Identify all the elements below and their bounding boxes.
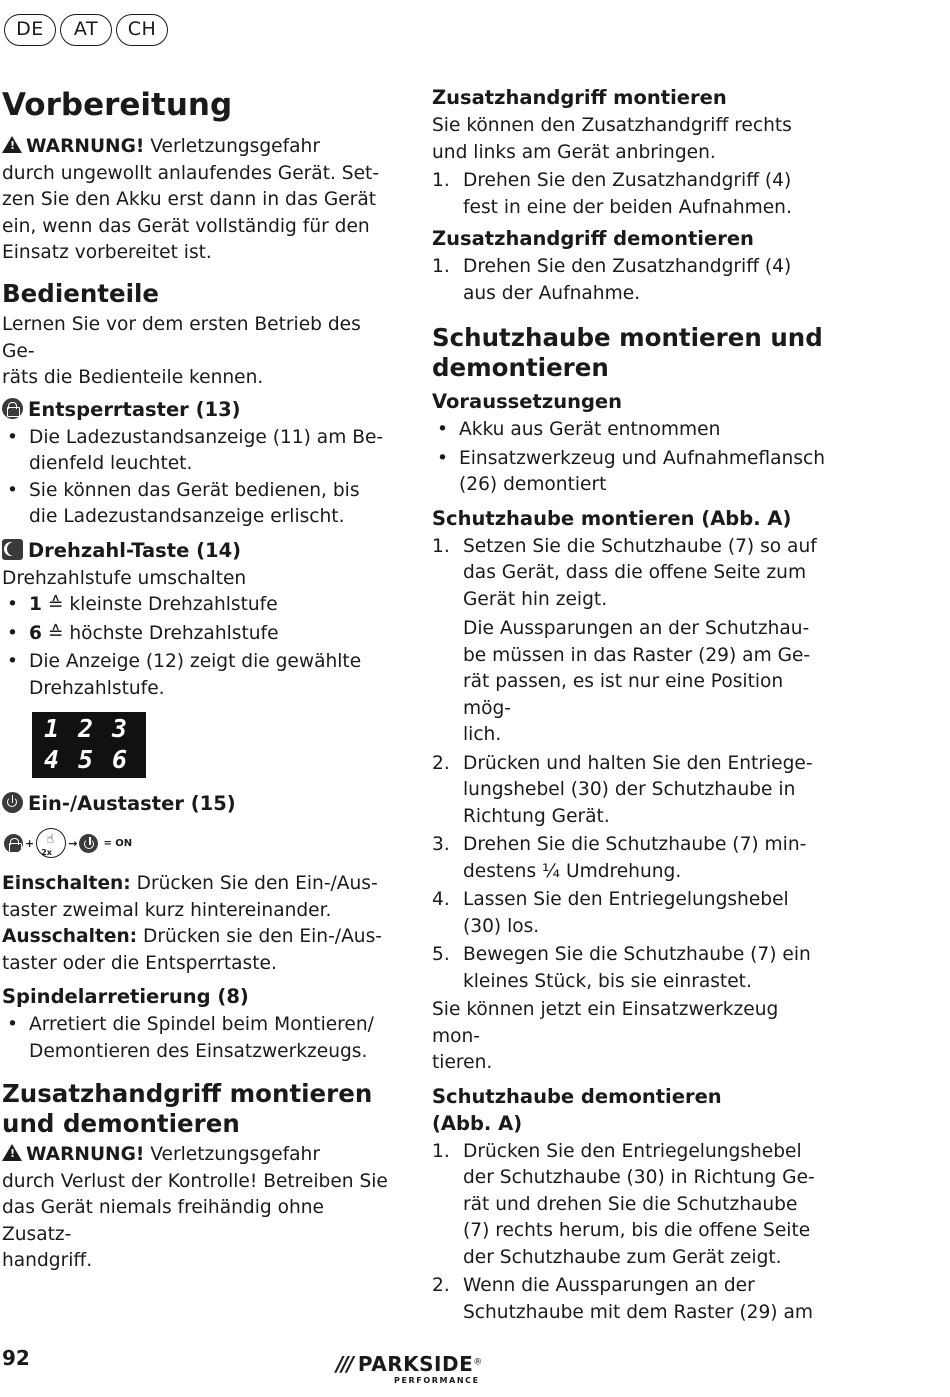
subheading-text: Entsperrtaster (13)	[28, 397, 241, 421]
power-icon	[2, 792, 23, 813]
country-tag-ch: CH	[116, 14, 168, 46]
warning-text-line: handgriff.	[2, 1250, 93, 1271]
list-item	[432, 832, 832, 885]
list-item	[2, 1012, 396, 1065]
list-item	[432, 942, 832, 995]
warning-text-line: durch ungewollt anlaufendes Gerät. Set-	[2, 162, 380, 184]
display-digit: 3	[112, 714, 128, 743]
text-line: lich.	[463, 724, 502, 745]
left-column	[2, 80, 396, 1275]
text-line: • Akku aus Gerät entnommen	[459, 419, 721, 440]
step-number: 3.	[432, 834, 450, 855]
country-tag-de: DE	[4, 14, 56, 46]
text-line: Demontieren des Einsatzwerkzeugs.	[29, 1040, 368, 1062]
arrow-right-icon: →	[68, 836, 78, 850]
text-line: die Ladezustandsanzeige erlischt.	[29, 506, 345, 527]
speed-number: 1	[29, 594, 42, 615]
zusatz-montieren-intro	[432, 113, 832, 166]
text-line: Drücken sie den Ein-/Aus-	[143, 926, 382, 947]
warning-text-line: Einsatz vorbereitet ist.	[2, 242, 212, 263]
text-line: kleinste Drehzahlstufe	[69, 594, 278, 615]
text-line: aus der Aufnahme.	[463, 282, 641, 304]
subheading-spindel: Spindelarretierung (8)	[2, 985, 249, 1008]
text-line: Drehzahlstufe.	[29, 677, 165, 699]
double-tap-finger-icon	[36, 828, 66, 858]
display-digit: 4	[44, 745, 60, 774]
step-number: 2.	[432, 752, 450, 774]
list-item	[432, 887, 832, 940]
text-line: Setzen Sie die Schutzhaube (7) so auf	[463, 535, 817, 557]
subheading-text: Ein-/Austaster (15)	[28, 792, 236, 815]
logo-slashes: ///	[336, 1352, 352, 1376]
text-line: Drehen Sie die Schutzhaube (7) min-	[463, 834, 807, 855]
equals-symbol: ≙	[47, 622, 64, 644]
logo-brand: PARKSIDE	[357, 1352, 474, 1376]
warning-label: WARNUNG!	[26, 136, 145, 157]
text-line: Drücken und halten Sie den Entriege-	[463, 752, 813, 774]
text-line: Drehen Sie den Zusatzhandgriff (4)	[463, 170, 792, 191]
section-heading-schutzhaube	[432, 323, 832, 382]
display-digit: 2	[78, 714, 94, 743]
list-item	[432, 254, 832, 307]
montieren-steps	[432, 534, 832, 996]
text-line: Lassen Sie den Entriegelungshebel	[463, 889, 789, 910]
demontieren-steps	[432, 1139, 832, 1327]
text-line: der Schutzhaube (30) in Richtung Ge-	[463, 1167, 815, 1188]
display-digit: 5	[78, 745, 94, 774]
list-item	[2, 649, 396, 702]
warning-text-line: durch Verlust der Kontrolle! Betreiben Sie	[2, 1170, 388, 1192]
step-number: 5.	[432, 944, 450, 965]
text-line: taster oder die Entsperrtaste.	[2, 952, 277, 974]
step-number: 1.	[432, 535, 450, 557]
warning-triangle-icon	[2, 136, 22, 153]
power-icon	[79, 834, 98, 853]
entsperr-bullets	[2, 425, 396, 531]
parkside-logo	[336, 1352, 483, 1385]
text-line: Drücken Sie den Entriegelungshebel	[463, 1140, 802, 1162]
einschalten-label: Einschalten:	[2, 873, 131, 894]
logo-subtitle: PERFORMANCE	[394, 1376, 480, 1385]
page-number: 92	[2, 1346, 30, 1370]
text-line: Gerät hin zeigt.	[463, 588, 608, 610]
text-line: be müssen in das Raster (29) am Ge-	[463, 644, 811, 666]
text-line: • Einsatzwerkzeug und Aufnahmeflansch	[459, 447, 826, 469]
warning-paragraph-1	[2, 134, 396, 267]
text-line: Die Aussparungen an der Schutzhau-	[463, 618, 810, 639]
list-item	[2, 621, 396, 648]
right-column	[432, 84, 832, 1328]
speed-number: 6	[29, 622, 42, 644]
subheading-demontieren	[432, 1083, 832, 1137]
text-line: lungshebel (30) der Schutzhaube in	[463, 779, 796, 800]
subheading-text: Drehzahl-Taste (14)	[28, 538, 242, 562]
text-line: Drücken Sie den Ein-/Aus-	[136, 873, 378, 894]
plus-sign: +	[25, 836, 35, 850]
subheading-ein-aus	[2, 790, 396, 817]
subheading-zusatz-demontieren: Zusatzhandgriff demontieren	[432, 227, 754, 250]
text-line: der Schutzhaube zum Gerät zeigt.	[463, 1246, 782, 1268]
heading-line: Zusatzhandgriff montieren	[2, 1079, 373, 1108]
warning-text-line: Verletzungsgefahr	[150, 136, 320, 157]
text-line: • Die Ladezustandsanzeige (11) am Be-	[29, 426, 384, 448]
warning-text-line: zen Sie den Akku erst dann in das Gerät	[2, 189, 377, 210]
bedienteile-intro	[2, 312, 396, 392]
subheading-zusatz-montieren: Zusatzhandgriff montieren	[432, 86, 727, 109]
step-number: 4.	[432, 889, 450, 910]
subheading-entsperrtaster	[2, 396, 396, 423]
text-line: • Die Anzeige (12) zeigt die gewählte	[29, 651, 362, 672]
warning-text-line: ein, wenn das Gerät vollständig für den	[2, 215, 370, 237]
list-item	[2, 478, 396, 531]
drehzahl-bullets	[2, 592, 396, 702]
text-line: fest in eine der beiden Aufnahmen.	[463, 196, 792, 218]
spindel-bullets	[2, 1012, 396, 1065]
step-number: 1.	[432, 256, 450, 277]
text-line: Sie können jetzt ein Einsatzwerkzeug mon-	[432, 999, 779, 1047]
warning-triangle-icon	[2, 1144, 22, 1161]
text-line: tieren.	[432, 1052, 493, 1073]
text-line: taster zweimal kurz hintereinander.	[2, 899, 332, 921]
text-line: • Sie können das Gerät bedienen, bis	[29, 479, 360, 501]
heading-line: und demontieren	[2, 1108, 240, 1138]
warning-text-line: Verletzungsgefahr	[150, 1144, 320, 1165]
step-number: 2.	[432, 1275, 450, 1296]
tap-count: 2x	[41, 848, 52, 857]
text-line: Richtung Gerät.	[463, 805, 610, 827]
heading-line: demontieren	[432, 352, 609, 382]
warning-paragraph-2	[2, 1142, 396, 1275]
power-on-combo-diagram	[4, 825, 396, 861]
zusatz-montieren-steps	[432, 168, 832, 221]
list-item	[432, 417, 832, 444]
step-number: 1.	[432, 170, 450, 191]
country-tags	[4, 14, 168, 46]
text-line: destens ¼ Umdrehung.	[463, 860, 682, 882]
list-item	[432, 534, 832, 749]
text-line: rät und drehen Sie die Schutzhaube	[463, 1193, 798, 1215]
text-line: Wenn die Aussparungen an der	[463, 1275, 755, 1296]
subheading-voraussetzungen: Voraussetzungen	[432, 390, 623, 413]
text-line: Sie können den Zusatzhandgriff rechts	[432, 115, 792, 136]
step-number: 1.	[432, 1140, 450, 1162]
subheading-drehzahl	[2, 537, 396, 564]
section-heading-zusatzhandgriff	[2, 1079, 396, 1138]
list-item	[432, 751, 832, 831]
list-item	[2, 592, 396, 619]
text-line: • Arretiert die Spindel beim Montieren/	[29, 1014, 374, 1035]
display-digit: 6	[112, 745, 128, 774]
speed-display-illustration	[32, 712, 146, 778]
text-line: (26) demontiert	[459, 474, 607, 495]
lock-icon	[2, 398, 23, 419]
text-line: (7) rechts herum, bis die offene Seite	[463, 1220, 811, 1241]
text-line: Lernen Sie vor dem ersten Betrieb des Ge-	[2, 314, 361, 362]
drehzahl-intro: Drehzahlstufe umschalten	[2, 567, 247, 589]
country-tag-at: AT	[60, 14, 112, 46]
list-item	[432, 1273, 832, 1326]
warning-text-line: das Gerät niemals freihändig ohne Zusatz-	[2, 1197, 324, 1245]
text-line: räts die Bedienteile kennen.	[2, 367, 264, 388]
text-line: (30) los.	[463, 915, 540, 937]
speed-moon-icon	[2, 539, 23, 560]
text-line: dienfeld leuchtet.	[29, 453, 193, 474]
page-title: Vorbereitung	[2, 87, 233, 123]
combo-result-label: = ON	[103, 837, 133, 849]
heading-line: (Abb. A)	[432, 1111, 523, 1135]
list-item	[432, 446, 832, 499]
step-note	[463, 616, 832, 749]
lock-icon	[4, 834, 23, 853]
ausschalten-paragraph	[2, 924, 396, 977]
equals-symbol: ≙	[47, 594, 64, 615]
einschalten-paragraph	[2, 871, 396, 924]
text-line: das Gerät, dass die offene Seite zum	[463, 562, 807, 583]
text-line: kleines Stück, bis sie einrastet.	[463, 970, 752, 992]
list-item	[2, 425, 396, 478]
text-line: rät passen, es ist nur eine Position mög-	[463, 671, 784, 719]
finger-icon: ☝	[46, 832, 55, 847]
logo-registered: ®	[473, 1357, 483, 1368]
text-line: höchste Drehzahlstufe	[69, 622, 279, 644]
text-line: Bewegen Sie die Schutzhaube (7) ein	[463, 944, 811, 965]
heading-line: Schutzhaube montieren und	[432, 323, 823, 352]
subheading-montieren: Schutzhaube montieren (Abb. A)	[432, 506, 792, 530]
zusatz-demontieren-steps	[432, 254, 832, 307]
voraus-bullets	[432, 417, 832, 499]
text-line: und links am Gerät anbringen.	[432, 141, 716, 163]
heading-line: Schutzhaube demontieren	[432, 1084, 722, 1108]
list-item	[432, 168, 832, 221]
section-heading-bedienteile: Bedienteile	[2, 278, 160, 308]
ausschalten-label: Ausschalten:	[2, 926, 138, 947]
display-digit: 1	[44, 714, 60, 743]
list-item	[432, 1139, 832, 1272]
text-line: Schutzhaube mit dem Raster (29) am	[463, 1301, 813, 1323]
text-line: Drehen Sie den Zusatzhandgriff (4)	[463, 256, 792, 277]
montieren-after	[432, 997, 832, 1077]
warning-label: WARNUNG!	[26, 1144, 145, 1165]
